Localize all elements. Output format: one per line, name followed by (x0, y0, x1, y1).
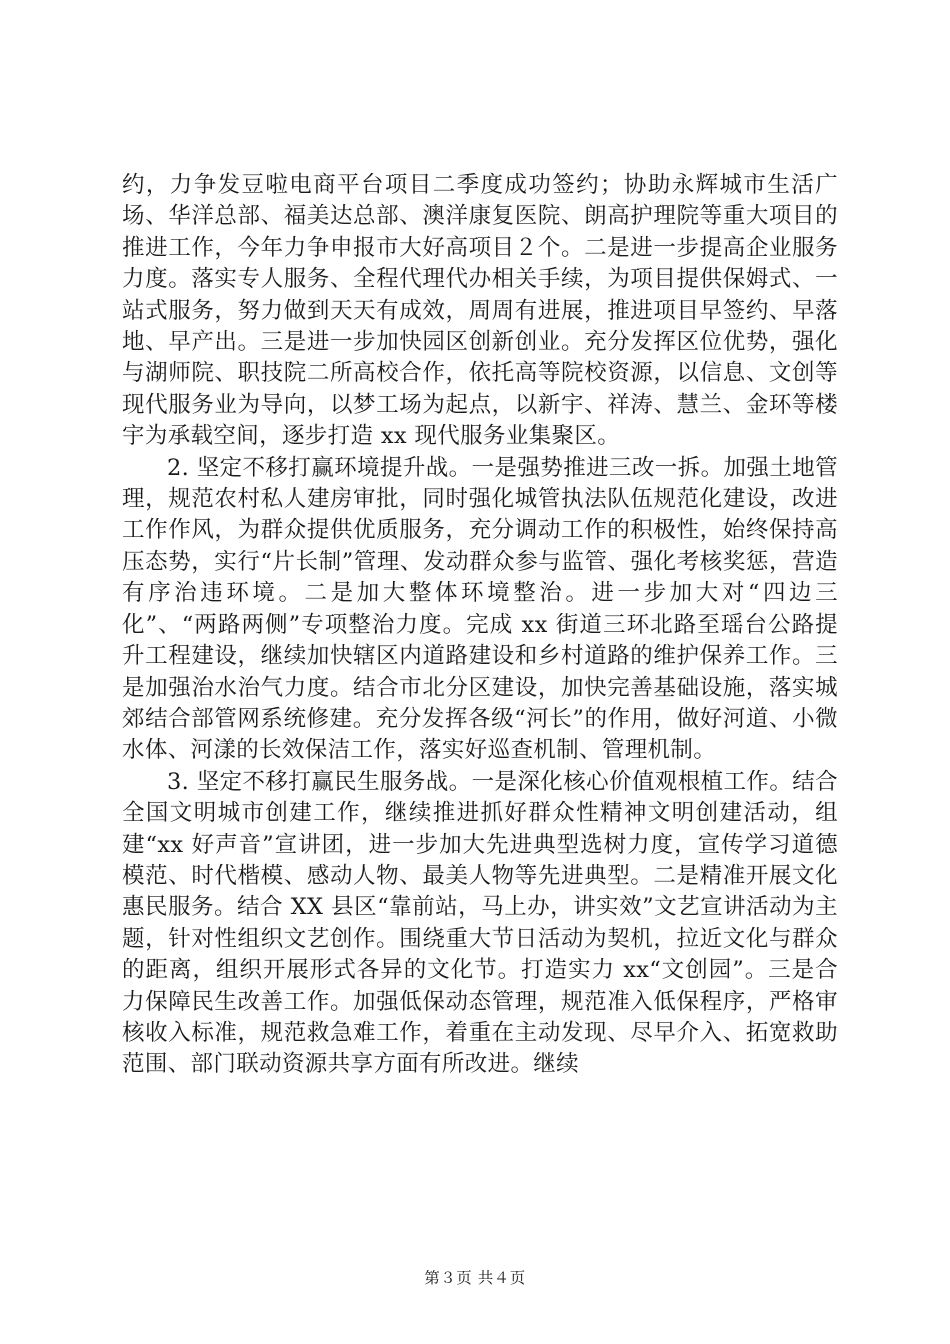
paragraph-1: 约，力争发豆啦电商平台项目二季度成功签约；协助永辉城市生活广场、华洋总部、福美达总部、澳洋康复医院、朗高护理院等重大项目的推进工作，今年力争申报市大好高项目２个。二是进一步提高企业服务力度。落实专人服务、全程代理代办相关手续，为项目提供保姆式、一站式服务，努力做到天天有成效，周周有进展，推进项目早签约、早落地、早产出。三是进一步加快园区创新创业。充分发挥区位优势，强化与湖师院、职技院二所高校合作，依托高等院校资源，以信息、文创等现代服务业为导向，以梦工场为起点，以新宇、祥涛、慧兰、金环等楼宇为承载空间，逐步打造 xx 现代服务业集聚区。 (122, 172, 838, 450)
paragraph-2: 2. 坚定不移打赢环境提升战。一是强势推进三改一拆。加强土地管理，规范农村私人建房审批，同时强化城管执法队伍规范化建设，改进工作作风，为群众提供优质服务，充分调动工作的积极性，始终保持高压态势，实行“片长制”管理、发动群众参与监管、强化考核奖惩，营造有序治违环境。二是加大整体环境整治。进一步加大对“四边三化”、“两路两侧”专项整治力度。完成 xx 街道三环北路至瑶台公路提升工程建设，继续加快辖区内道路建设和乡村道路的维护保养工作。三是加强治水治气力度。结合市北分区建设，加快完善基础设施，落实城郊结合部管网系统修建。充分发挥各级“河长”的作用，做好河道、小微水体、河漾的长效保洁工作，落实好巡查机制、管理机制。 (122, 454, 838, 764)
document-body (122, 170, 838, 1081)
paragraph-3: 3. 坚定不移打赢民生服务战。一是深化核心价值观根植工作。结合全国文明城市创建工作，继续推进抓好群众性精神文明创建活动，组建“xx 好声音”宣讲团，进一步加大先进典型选树力度，宣传学习道德模范、时代楷模、感动人物、最美人物等先进典型。二是精准开展文化惠民服务。结合 XX 县区“靠前站，马上办，讲实效”文艺宣讲活动为主题，针对性组织文艺创作。围绕重大节日活动为契机，拉近文化与群众的距离，组织开展形式各异的文化节。打造实力 xx“文创园”。三是合力保障民生改善工作。加强低保动态管理，规范准入低保程序，严格审核收入标准，规范救急难工作，着重在主动发现、尽早介入、拓宽救助范围、部门联动资源共享方面有所改进。继续 (122, 768, 838, 1078)
page-footer: 第３页 共４页 (424, 1269, 526, 1287)
